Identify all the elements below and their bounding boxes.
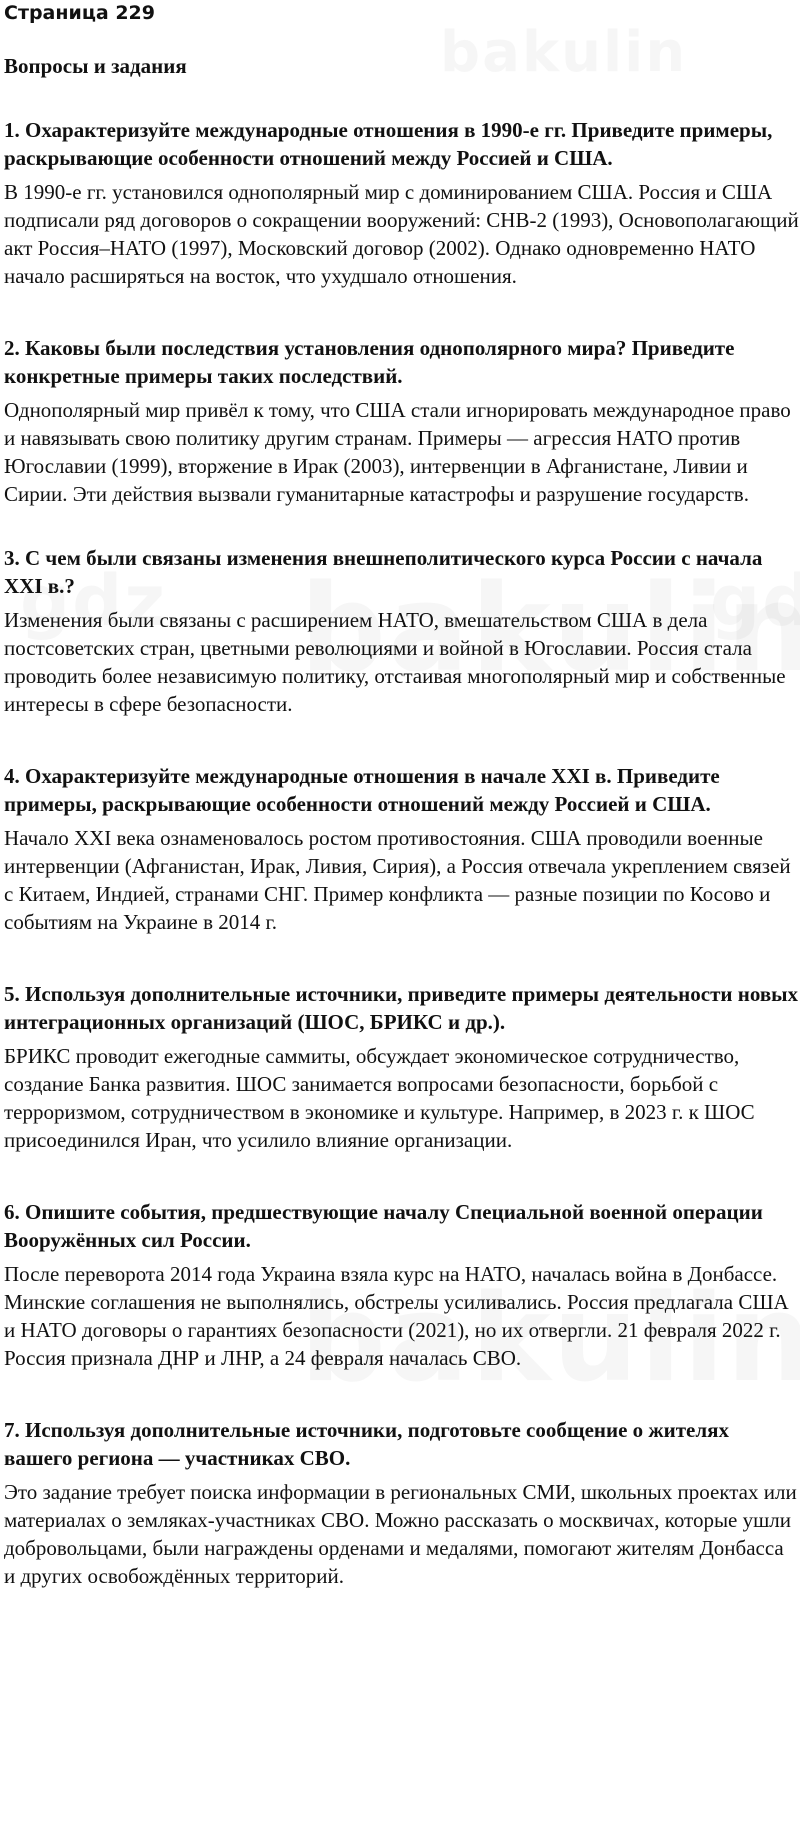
question: 1. Охарактеризуйте международные отношения в 1990-е гг. Приведите примеры, раскрывающие особенности отношений между Россией и США. <box>4 118 773 170</box>
qa-item-1 <box>4 116 800 290</box>
question: 4. Охарактеризуйте международные отношения в начале XXI в. Приведите примеры, раскрывающие особенности отношений между Россией и США. <box>4 764 720 816</box>
qa-item-4 <box>4 762 800 936</box>
answer: После переворота 2014 года Украина взяла курс на НАТО, началась война в Донбассе. Минские соглашения не выполнялись, обстрелы усиливались. Россия предлагала США и НАТО договоры о гарантиях безопасности (2021), но их отвергли. 21 февраля 2022 г. Россия признала ДНР и ЛНР, а 24 февраля началась СВО. <box>4 1262 789 1370</box>
question: 5. Используя дополнительные источники, приведите примеры деятельности новых интеграционных организаций (ШОС, БРИКС и др.). <box>4 982 799 1034</box>
qa-item-7 <box>4 1416 800 1590</box>
question: 7. Используя дополнительные источники, подготовьте сообщение о жителях вашего региона — участниках СВО. <box>4 1418 730 1470</box>
section-title: Вопросы и задания <box>4 54 187 78</box>
qa-item-6 <box>4 1198 800 1372</box>
question: 6. Опишите события, предшествующие началу Специальной военной операции Вооружённых сил России. <box>4 1200 763 1252</box>
question: 3. С чем были связаны изменения внешнеполитического курса России с начала XXI в.? <box>4 546 763 598</box>
question: 2. Каковы были последствия установления однополярного мира? Приведите конкретные примеры таких последствий. <box>4 336 735 388</box>
answer: Это задание требует поиска информации в региональных СМИ, школьных проектах или материалах о земляках-участниках СВО. Можно рассказать о москвичах, которые ушли добровольцами, были награждены орденами и медалями, помогают жителям Донбасса и других освобождённых территорий. <box>4 1480 797 1588</box>
qa-item-2 <box>4 334 800 508</box>
answer: Изменения были связаны с расширением НАТО, вмешательством США в дела постсоветских стран, цветными революциями и войной в Югославии. Россия стала проводить более независимую политику, отстаивая многополярный мир и собственные интересы в сфере безопасности. <box>4 608 786 716</box>
answer: БРИКС проводит ежегодные саммиты, обсуждает экономическое сотрудничество, создание Банка развития. ШОС занимается вопросами безопасности, борьбой с терроризмом, сотрудничеством в экономике и культуре. Например, в 2023 г. к ШОС присоединился Иран, что усилило влияние организации. <box>4 1044 755 1152</box>
qa-item-3 <box>4 544 800 718</box>
answer: В 1990-е гг. установился однополярный мир с доминированием США. Россия и США подписали ряд договоров о сокращении вооружений: СНВ-2 (1993), Основополагающий акт Россия–НАТО (1997), Московский договор (2002). Однако одновременно НАТО начало расширяться на восток, что ухудшало отношения. <box>4 180 799 288</box>
qa-item-5 <box>4 980 800 1154</box>
answer: Однополярный мир привёл к тому, что США стали игнорировать международное право и навязывать свою политику другим странам. Примеры — агрессия НАТО против Югославии (1999), вторжение в Ирак (2003), интервенции в Афганистане, Ливии и Сирии. Эти действия вызвали гуманитарные катастрофы и разрушение государств. <box>4 398 791 506</box>
page-number: Страница 229 <box>4 2 155 24</box>
answer: Начало XXI века ознаменовалось ростом противостояния. США проводили военные интервенции (Афганистан, Ирак, Ливия, Сирия), а Россия отвечала укреплением связей с Китаем, Индией, странами СНГ. Пример конфликта — разные позиции по Косово и событиям на Украине в 2014 г. <box>4 826 791 934</box>
